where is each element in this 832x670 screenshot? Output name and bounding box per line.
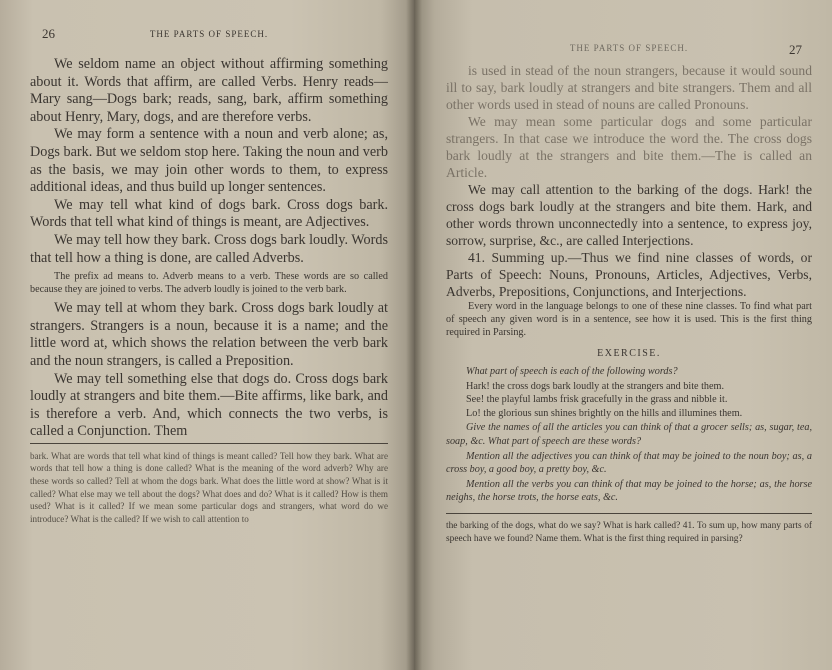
- footnote-divider: [30, 443, 388, 444]
- exercise-sentence: Hark! the cross dogs bark loudly at the strangers and bite them.: [466, 380, 725, 392]
- paragraph: We may tell at whom they bark. Cross dogs bark loudly at strangers. Strangers is a noun, because it is a name; and the little word at, which shows the relation between the verb bark and the noun strangers, is called a Preposition.: [30, 300, 388, 369]
- right-page-header: [446, 40, 812, 60]
- exercise-question: What part of speech is each of the following words?: [466, 366, 678, 377]
- left-page-body: [30, 56, 388, 525]
- left-page-header: [30, 26, 388, 46]
- exercise-sentence: See! the playful lambs frisk gracefully in the grass and nibble it.: [466, 394, 728, 406]
- paragraph: is used in stead of the noun strangers, because it would sound ill to say, bark loudly at strangers and bite strangers. Them and all other words used in stead of nouns are called Pronouns.: [446, 63, 812, 112]
- page-number: 27: [789, 42, 802, 57]
- exercise-instruction: Give the names of all the articles you can think of that a grocer sells; as, sugar, tea, soap, &c. What part of speech are these words?: [446, 422, 812, 447]
- exercise-heading: EXERCISE.: [597, 348, 661, 359]
- footnote: bark. What are words that tell what kind of things is meant called? Tell how they bark. What are words that tell how a thing is done called? What is the meaning of the word adverb? Why are these words so called? Tell at whom the dogs bark. What does the little word at show? What is it called? What else may we tell about the dogs? What does and do? What is it called? How is them used? What is it called? If we mean some particular dogs and strangers, what word do we introduce? What is the called? If we wish to call attention to: [30, 450, 388, 524]
- exercise-instruction: Mention all the adjectives you can think of that may be joined to the noun boy; as, a cross boy, a good boy, a pretty boy, &c.: [446, 450, 812, 476]
- paragraph: We may form a sentence with a noun and verb alone; as, Dogs bark. But we seldom stop here. Taking the noun and verb as the basis, we may join other words to them, to express additional ideas, and thus build up longer sentences.: [30, 126, 388, 196]
- running-head: THE PARTS OF SPEECH.: [569, 43, 689, 53]
- paragraph: We may mean some particular dogs and some particular strangers. In that case we introduce the word the. The cross dogs bark loudly at the strangers and bite them.—The is called an Article.: [446, 114, 812, 180]
- note-paragraph: The prefix ad means to. Adverb means to a verb. These words are so called because they are joined to verbs. The adverb loudly is joined to the verb bark.: [30, 271, 388, 296]
- page-number: 26: [42, 26, 55, 41]
- footnote: the barking of the dogs, what do we say? What is hark called? 41. To sum up, how many parts of speech have we found? Name them. What is the first thing required in parsing?: [446, 520, 812, 544]
- paragraph: 41. Summing up.—Thus we find nine classes of words, or Parts of Speech: Nouns, Pronouns, Articles, Adjectives, Verbs, Adverbs, Prepositions, Conjunctions, and Interjections.: [446, 250, 812, 299]
- paragraph: We may call attention to the barking of the dogs. Hark! the cross dogs bark loudly at the strangers and bite them. Hark, and other words thrown unconnectedly into a sentence, to express joy, sorrow, surprise, &c., are called Interjections.: [446, 182, 812, 248]
- left-page: [0, 0, 414, 670]
- exercise-instruction: Mention all the verbs you can think of that may be joined to the horse; as, the horse neighs, the horse trots, the horse eats, &c.: [446, 478, 812, 504]
- exercise-block: [446, 365, 812, 505]
- running-head: THE PARTS OF SPEECH.: [149, 29, 269, 39]
- paragraph: We may tell how they bark. Cross dogs bark loudly. Words that tell how a thing is done, are called Adverbs.: [30, 231, 388, 266]
- paragraph: We may tell something else that dogs do. Cross dogs bark loudly at strangers and bite them.—Bite affirms, like bark, and is therefore a verb. And, which connects the two verbs, is called a Conjunction. Them: [30, 370, 388, 440]
- footnote-divider: [446, 513, 812, 514]
- book-gutter: [406, 0, 422, 670]
- paragraph: We may tell what kind of dogs bark. Cross dogs bark. Words that tell what kind of things is meant, are Adjectives.: [30, 196, 388, 231]
- paragraph: We seldom name an object without affirming something about it. Words that affirm, are called Verbs. Henry reads—Mary sang—Dogs bark; reads, sang, bark, affirm something about Henry, Mary, dogs, and are therefore verbs.: [30, 56, 388, 125]
- exercise-sentence: Lo! the glorious sun shines brightly on the hills and illumines them.: [466, 407, 743, 419]
- note-paragraph: Every word in the language belongs to one of these nine classes. To find what part of speech any given word is in a sentence, see how it is used. This is the first thing required in Parsing.: [446, 301, 812, 338]
- right-page-body: [446, 62, 812, 546]
- right-page: [414, 0, 832, 670]
